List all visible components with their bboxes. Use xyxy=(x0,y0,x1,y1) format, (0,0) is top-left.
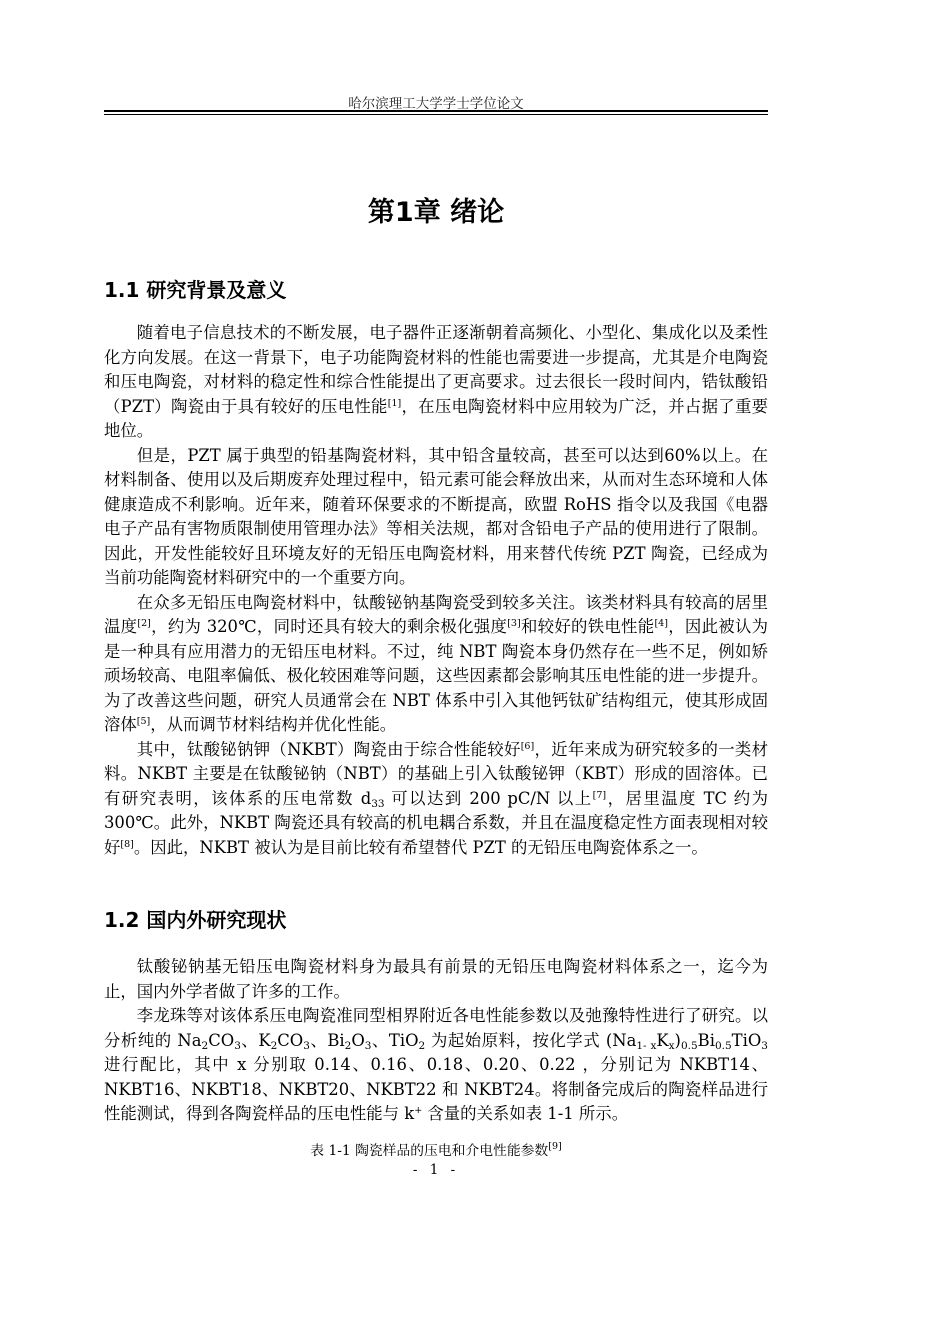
section-1-2-body xyxy=(104,955,768,1127)
citation: [8] xyxy=(120,838,134,850)
paragraph: 在众多无铅压电陶瓷材料中，钛酸铋钠基陶瓷受到较多关注。该类材料具有较高的居里温度[2]，约为 320℃，同时还具有较大的剩余极化强度[3]和较好的铁电性能[4]，因此被认为是一种具有应用潜力的无铅压电材料。不过，纯 NBT 陶瓷本身仍然存在一些不足，例如矫顽场较高、电阻率偏低、极化较困难等问题，这些因素都会影响其压电性能的进一步提升。为了改善这些问题，研究人员通常会在 NBT 体系中引入其他钙钛矿结构组元，使其形成固溶体[5]，从而调节材料结构并优化性能。 xyxy=(104,592,769,734)
section-heading-1-1: 1.1 研究背景及意义 xyxy=(104,278,287,302)
chapter-title: 第1章 绪论 xyxy=(367,197,505,228)
running-header: 哈尔滨理工大学学士学位论文 xyxy=(348,96,524,112)
paragraph: 李龙珠等对该体系压电陶瓷准同型相界附近各电性能参数以及弛豫特性进行了研究。以分析纯的 $Na_2CO_3$、$K_2CO_3$、$Bi_2O_3$、TiO$_2$ 为起始原料，按化学式 $(Na_{1- x}K_x)_{0.5}Bi_{0.5}TiO_3$ 进行配比，其中 x 分别取 0.14、0.16、0.18、0.20、0.22 ，分别记为 NKBT14、NKBT16、NKBT18、NKBT20、NKBT22 和 NKBT24。将制备完成后的陶瓷样品进行性能测试，得到各陶瓷样品的压电性能与 k+ 含量的关系如表 1-1 所示。 xyxy=(104,1006,768,1123)
citation: [6] xyxy=(520,740,535,752)
citation: [1] xyxy=(387,397,402,409)
citation: [4] xyxy=(654,618,668,629)
citation: [7] xyxy=(592,789,607,801)
header-rule xyxy=(104,110,768,112)
page-number: - 1 - xyxy=(412,1162,460,1178)
section-1-1-body xyxy=(104,321,768,860)
citation: [9] xyxy=(548,1141,562,1152)
paragraph: 其中，钛酸铋钠钾（NKBT）陶瓷由于综合性能较好[6]，近年来成为研究较多的一类材料。NKBT 主要是在钛酸铋钠（NBT）的基础上引入钛酸铋钾（KBT）形成的固溶体。已有研究表明，该体系的压电常数 $d_{33}$ 可以达到 200 pC/N 以上[7]，居里温度 TC 约为 300℃。此外，NKBT 陶瓷还具有较高的机电耦合系数，并且在温度稳定性方面表现相对较好[8]。因此，NKBT 被认为是目前比较有希望替代 PZT 的无铅压电陶瓷体系之一。 xyxy=(104,739,768,857)
paragraph: 随着电子信息技术的不断发展，电子器件正逐渐朝着高频化、小型化、集成化以及柔性化方向发展。在这一背景下，电子功能陶瓷材料的性能也需要进一步提高，尤其是介电陶瓷和压电陶瓷，对材料的稳定性和综合性能提出了更高要求。过去很长一段时间内，锆钛酸铅（PZT）陶瓷由于具有较好的压电性能[1]，在压电陶瓷材料中应用较为广泛，并占据了重要地位。 xyxy=(104,323,769,440)
table-caption: 表 1-1 陶瓷样品的压电和介电性能参数[9] xyxy=(310,1141,562,1159)
citation: [3] xyxy=(507,618,521,629)
citation: [5] xyxy=(136,716,151,727)
header-rule-thin xyxy=(104,114,768,115)
citation: [2] xyxy=(137,618,151,629)
paragraph: 钛酸铋钠基无铅压电陶瓷材料身为最具有前景的无铅压电陶瓷材料体系之一，迄今为止，国内外学者做了许多的工作。 xyxy=(104,957,768,1001)
paragraph: 但是，PZT 属于典型的铅基陶瓷材料，其中铅含量较高，甚至可以达到60%以上。在材料制备、使用以及后期废弃处理过程中，铅元素可能会释放出来，从而对生态环境和人体健康造成不利影响。近年来，随着环保要求的不断提高，欧盟 RoHS 指令以及我国《电器电子产品有害物质限制使用管理办法》等相关法规，都对含铅电子产品的使用进行了限制。因此，开发性能较好且环境友好的无铅压电陶瓷材料，用来替代传统 PZT 陶瓷，已经成为当前功能陶瓷材料研究中的一个重要方向。 xyxy=(104,445,768,587)
section-heading-1-2: 1.2 国内外研究现状 xyxy=(104,908,287,932)
